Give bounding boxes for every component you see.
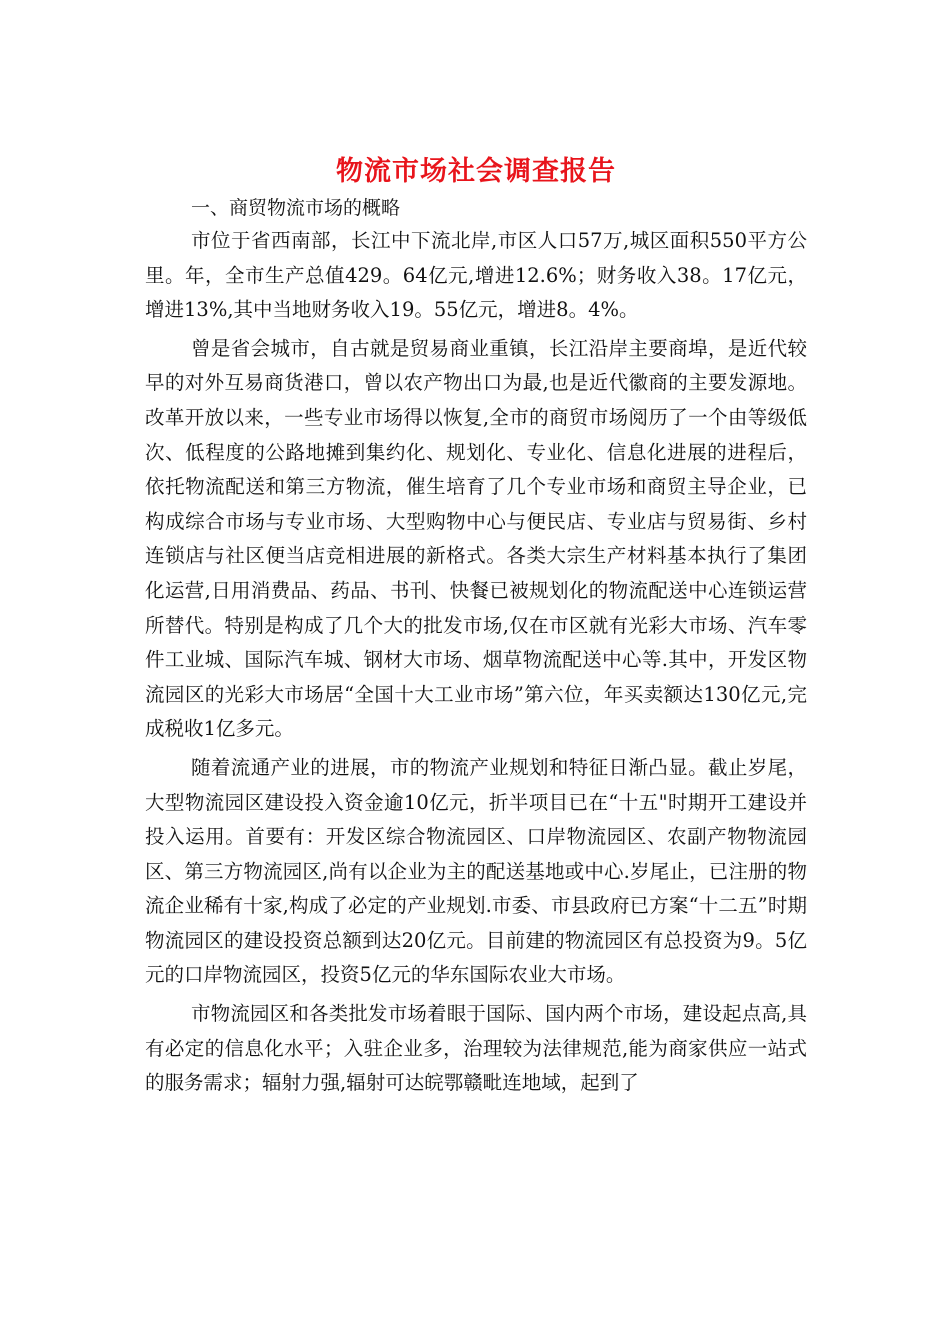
paragraph-overview: 市位于省西南部，长江中下流北岸,市区人口57万,城区面积550平方公里。年，全市生产总值429。64亿元,增进12.6%；财务收入38。17亿元，增进13%,其中当地财务收入19。55亿元，增进8。4%。 [145,229,807,322]
paragraph-logistics-development: 随着流通产业的进展，市的物流产业规划和特征日渐凸显。截止岁尾，大型物流园区建设投入资金逾10亿元，折半项目已在“十五"时期开工建设并投入运用。首要有：开发区综合物流园区、口岸物流园区、农副产物物流园区、第三方物流园区,尚有以企业为主的配送基地或中心.岁尾止，已注册的物流企业稀有十家,构成了必定的产业规划.市委、市县政府已方案“十二五”时期物流园区的建设投资总额到达20亿元。目前建的物流园区有总投资为9。5亿元的口岸物流园区，投资5亿元的华东国际农业大市场。 [145,755,807,987]
document-body [145,152,807,1105]
document-title: 物流市场社会调查报告 [336,156,616,187]
section-heading: 一、商贸物流市场的概略 [191,197,401,219]
paragraph-parks-markets: 市物流园区和各类批发市场着眼于国际、国内两个市场，建设起点高,具有必定的信息化水平；入驻企业多，治理较为法律规范,能为商家供应一站式的服务需求；辐射力强,辐射可达皖鄂赣毗连地域，起到了 [145,1002,807,1095]
paragraph-history: 曾是省会城市，自古就是贸易商业重镇，长江沿岸主要商埠，是近代较早的对外互易商货港口，曾以农产物出口为最,也是近代徽商的主要发源地。改革开放以来，一些专业市场得以恢复,全市的商贸市场阅历了一个由等级低次、低程度的公路地摊到集约化、规划化、专业化、信息化进展的进程后，依托物流配送和第三方物流，催生培育了几个专业市场和商贸主导企业，已构成综合市场与专业市场、大型购物中心与便民店、专业店与贸易街、乡村连锁店与社区便当店竞相进展的新格式。各类大宗生产材料基本执行了集团化运营,日用消费品、药品、书刊、快餐已被规划化的物流配送中心连锁运营所替代。特别是构成了几个大的批发市场,仅在市区就有光彩大市场、汽车零件工业城、国际汽车城、钢材大市场、烟草物流配送中心等.其中，开发区物流园区的光彩大市场居“全国十大工业市场”第六位，年买卖额达130亿元,完成税收1亿多元。 [145,336,807,741]
